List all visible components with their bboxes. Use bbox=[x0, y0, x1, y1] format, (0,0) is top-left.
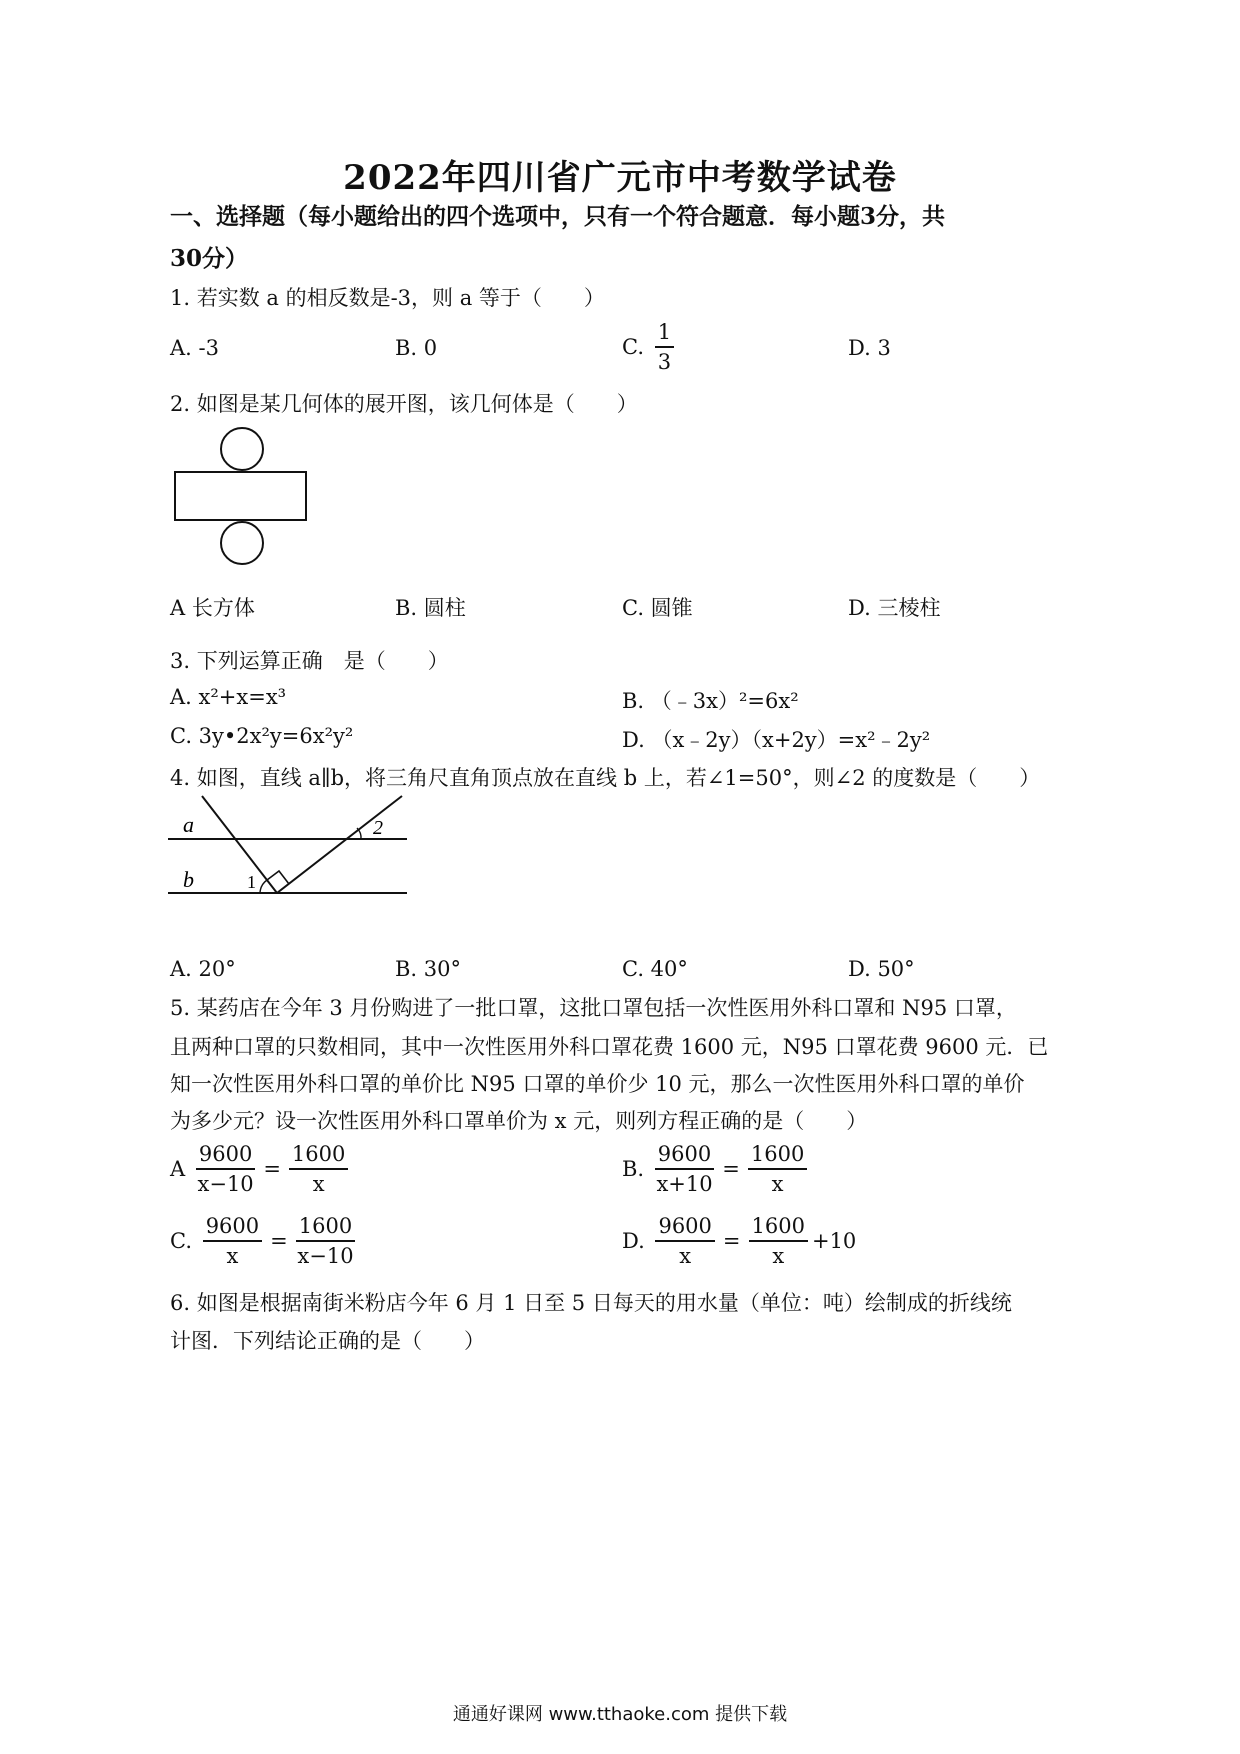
section-heading-line1: 一、选择题（每小题给出的四个选项中，只有一个符合题意．每小题3分，共 bbox=[170, 203, 946, 230]
q2-option-d: D. 三棱柱 bbox=[848, 596, 941, 620]
q5-option-b-label: B. bbox=[622, 1157, 645, 1181]
numerator: 9600 bbox=[196, 1140, 255, 1170]
numerator: 1600 bbox=[749, 1212, 808, 1242]
q3-stem: 3. 下列运算正确 是（ ） bbox=[170, 649, 449, 673]
numerator: 9600 bbox=[203, 1212, 262, 1242]
net-rectangle bbox=[175, 472, 306, 520]
denominator: x+10 bbox=[656, 1172, 713, 1196]
q6-line1: 6. 如图是根据南街米粉店今年 6 月 1 日至 5 日每天的用水量（单位：吨）绘制成的折线统 bbox=[170, 1291, 1012, 1315]
denominator: x bbox=[312, 1172, 325, 1196]
angle-2-arc bbox=[357, 828, 361, 839]
q5-option-d-tail: +10 bbox=[811, 1229, 857, 1253]
q1-option-b: B. 0 bbox=[395, 336, 438, 360]
triangle-leg-left bbox=[202, 796, 277, 893]
q5-option-a-label: A bbox=[170, 1157, 186, 1181]
q5-option-b-right-fraction bbox=[748, 1140, 807, 1198]
q5-option-c-left-fraction bbox=[203, 1212, 262, 1270]
cylinder-net-figure bbox=[165, 425, 315, 570]
q5-line3: 知一次性医用外科口罩的单价比 N95 口罩的单价少 10 元，那么一次性医用外科口罩的单价 bbox=[170, 1072, 1025, 1096]
q3-option-d: D. （x﹣2y）（x+2y）=x²﹣2y² bbox=[622, 728, 931, 752]
q4-option-c: C. 40° bbox=[622, 957, 688, 981]
q5-option-d: D. $\frac{9600}{x}$ = $\frac{1600}{x}$ +10 bbox=[622, 1214, 857, 1268]
net-bottom-circle bbox=[221, 522, 263, 564]
q1-option-c bbox=[622, 318, 678, 376]
numerator: 1600 bbox=[748, 1140, 807, 1170]
q2-option-c: C. 圆锥 bbox=[622, 596, 693, 620]
q1-option-d: D. 3 bbox=[848, 336, 891, 360]
page-footer: 通通好课网 www.tthaoke.com 提供下载 bbox=[452, 1704, 788, 1725]
q4-option-d: D. 50° bbox=[848, 957, 915, 981]
q5-line2: 且两种口罩的只数相同，其中一次性医用外科口罩花费 1600 元，N95 口罩花费 9600 元．已 bbox=[170, 1035, 1049, 1059]
right-angle-mark bbox=[267, 871, 289, 884]
q2-option-a: A 长方体 bbox=[170, 596, 255, 620]
q4-option-b: B. 30° bbox=[395, 957, 462, 981]
q5-option-d-right-fraction bbox=[749, 1212, 808, 1270]
q3-option-c: C. 3y•2x²y=6x²y² bbox=[170, 724, 354, 748]
q2-stem: 2. 如图是某几何体的展开图，该几何体是（ ） bbox=[170, 392, 638, 416]
numerator: 9600 bbox=[655, 1212, 714, 1242]
denominator: x bbox=[679, 1244, 692, 1268]
label-b: b bbox=[183, 867, 194, 892]
page-title: 2022年四川省广元市中考数学试卷 bbox=[343, 158, 897, 198]
section-heading-line2: 30分） bbox=[170, 245, 249, 272]
q5-option-d-label: D. bbox=[622, 1229, 645, 1253]
q1-option-c-denominator: 3 bbox=[657, 350, 672, 374]
numerator: 1600 bbox=[296, 1212, 355, 1242]
label-angle-2: 2 bbox=[373, 817, 383, 839]
q5-option-c-right-fraction bbox=[296, 1212, 355, 1270]
q1-option-c-fraction bbox=[655, 318, 674, 376]
numerator: 1600 bbox=[289, 1140, 348, 1170]
denominator: x bbox=[772, 1244, 785, 1268]
angle-1-arc bbox=[260, 880, 267, 893]
q2-option-b: B. 圆柱 bbox=[395, 596, 466, 620]
q5-option-d-left-fraction bbox=[655, 1212, 714, 1270]
q1-option-c-numerator: 1 bbox=[655, 318, 674, 348]
q3-option-a: A. x²+x=x³ bbox=[170, 685, 287, 709]
q1-option-c-label: C. bbox=[622, 335, 644, 359]
label-a: a bbox=[183, 812, 194, 837]
denominator: x bbox=[226, 1244, 239, 1268]
q1-stem: 1. 若实数 a 的相反数是-3，则 a 等于（ ） bbox=[170, 286, 605, 310]
q5-line1: 5. 某药店在今年 3 月份购进了一批口罩，这批口罩包括一次性医用外科口罩和 N95 口罩， bbox=[170, 996, 1017, 1020]
q5-option-c: C. $\frac{9600}{x}$ = $\frac{1600}{x-10}$ bbox=[170, 1214, 354, 1268]
numerator: 9600 bbox=[655, 1140, 714, 1170]
q5-option-c-label: C. bbox=[170, 1229, 192, 1253]
q4-option-a: A. 20° bbox=[170, 957, 236, 981]
q5-option-b: B. $\frac{9600}{x+10}$ = $\frac{1600}{x}$ bbox=[622, 1140, 811, 1198]
denominator: x−10 bbox=[197, 1172, 254, 1196]
net-top-circle bbox=[221, 428, 263, 470]
q6-line2: 计图．下列结论正确的是（ ） bbox=[170, 1329, 485, 1353]
q4-stem: 4. 如图，直线 a∥b，将三角尺直角顶点放在直线 b 上，若∠1=50°，则∠2 的度数是（ ） bbox=[170, 766, 1041, 790]
denominator: x−10 bbox=[297, 1244, 354, 1268]
denominator: x bbox=[771, 1172, 784, 1196]
q5-option-a-right-fraction bbox=[289, 1140, 348, 1198]
parallel-lines-triangle-figure bbox=[165, 792, 415, 902]
triangle-leg-right bbox=[277, 796, 402, 893]
q5-option-a: A $\frac{9600}{x-10}$ = $\frac{1600}{x}$ bbox=[170, 1140, 352, 1198]
q5-line4: 为多少元？设一次性医用外科口罩单价为 x 元，则列方程正确的是（ ） bbox=[170, 1109, 868, 1133]
q3-option-b: B. （﹣3x）²=6x² bbox=[622, 689, 799, 713]
q1-option-a: A. -3 bbox=[170, 336, 219, 360]
q5-option-b-left-fraction bbox=[655, 1140, 714, 1198]
q5-option-a-left-fraction bbox=[196, 1140, 255, 1198]
label-angle-1: 1 bbox=[247, 872, 256, 892]
